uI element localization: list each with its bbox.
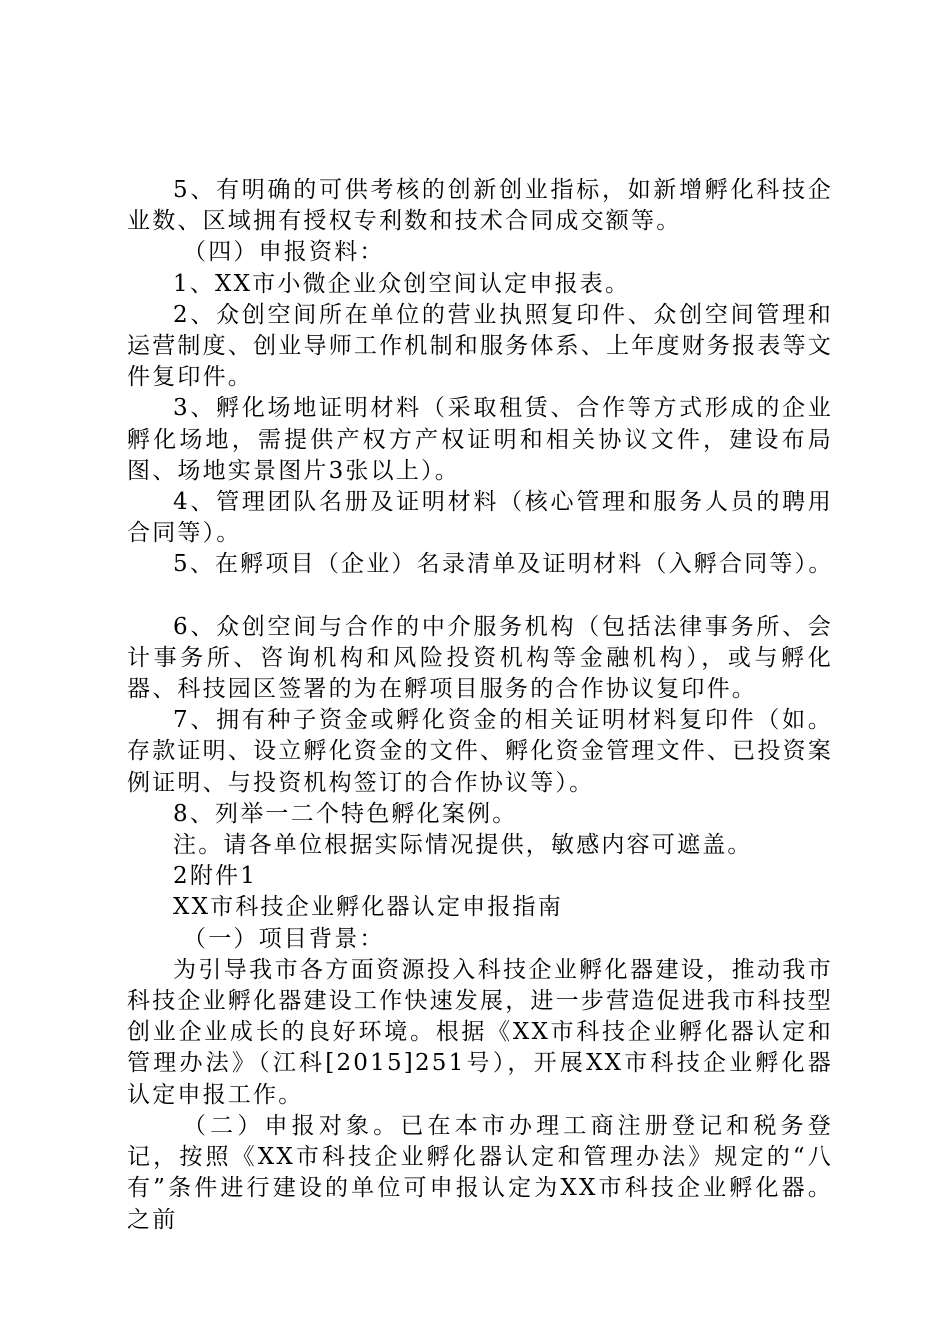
attachment-label: 2附件1 — [173, 863, 258, 890]
paragraph-material-3: 3、孵化场地证明材料（采取租赁、合作等方式形成的企业孵化场地，需提供产权方产权证明和相关协议文件，建设布局图、场地实景图片3张以上）。 — [127, 395, 833, 484]
heading-project-background: （一）项目背景： — [183, 925, 385, 952]
paragraph-material-5: 5、在孵项目（企业）名录清单及证明材料（入孵合同等）。 — [173, 551, 834, 578]
paragraph-material-2: 2、众创空间所在单位的营业执照复印件、众创空间管理和运营制度、创业导师工作机制和服务体系、上年度财务报表等文件复印件。 — [127, 301, 833, 391]
paragraph-material-8: 8、列举一二个特色孵化案例。 — [173, 800, 518, 827]
guide-title: XX市科技企业孵化器认定申报指南 — [173, 894, 563, 921]
paragraph-gap — [127, 581, 833, 612]
paragraph-material-4: 4、管理团队名册及证明材料（核心管理和服务人员的聘用合同等）。 — [127, 489, 833, 547]
paragraph-application-target: （二）申报对象。已在本市办理工商注册登记和税务登记，按照《XX市科技企业孵化器认定和管理办法》规定的“八有”条件进行建设的单位可申报认定为XX市科技企业孵化器。之前 — [127, 1112, 833, 1233]
document-body — [127, 175, 833, 1236]
heading-application-materials: （四）申报资料： — [183, 239, 385, 266]
paragraph-material-6: 6、众创空间与合作的中介服务机构（包括法律事务所、会计事务所、咨询机构和风险投资机构等金融机构），或与孵化器、科技园区签署的为在孵项目服务的合作协议复印件。 — [127, 613, 833, 703]
paragraph-note: 注。请各单位根据实际情况提供，敏感内容可遮盖。 — [173, 832, 753, 859]
paragraph-material-1: 1、XX市小微企业众创空间认定申报表。 — [173, 270, 631, 297]
paragraph-criteria-5: 5、有明确的可供考核的创新创业指标，如新增孵化科技企业数、区域拥有授权专利数和技术合同成交额等。 — [127, 177, 833, 235]
paragraph-material-7: 7、拥有种子资金或孵化资金的相关证明材料复印件（如。存款证明、设立孵化资金的文件、孵化资金管理文件、已投资案例证明、与投资机构签订的合作协议等）。 — [127, 707, 833, 796]
paragraph-background: 为引导我市各方面资源投入科技企业孵化器建设，推动我市科技企业孵化器建设工作快速发展，进一步营造促进我市科技型创业企业成长的良好环境。根据《XX市科技企业孵化器认定和管理办法》（江科[2015]251号），开展XX市科技企业孵化器认定申报工作。 — [127, 956, 833, 1108]
